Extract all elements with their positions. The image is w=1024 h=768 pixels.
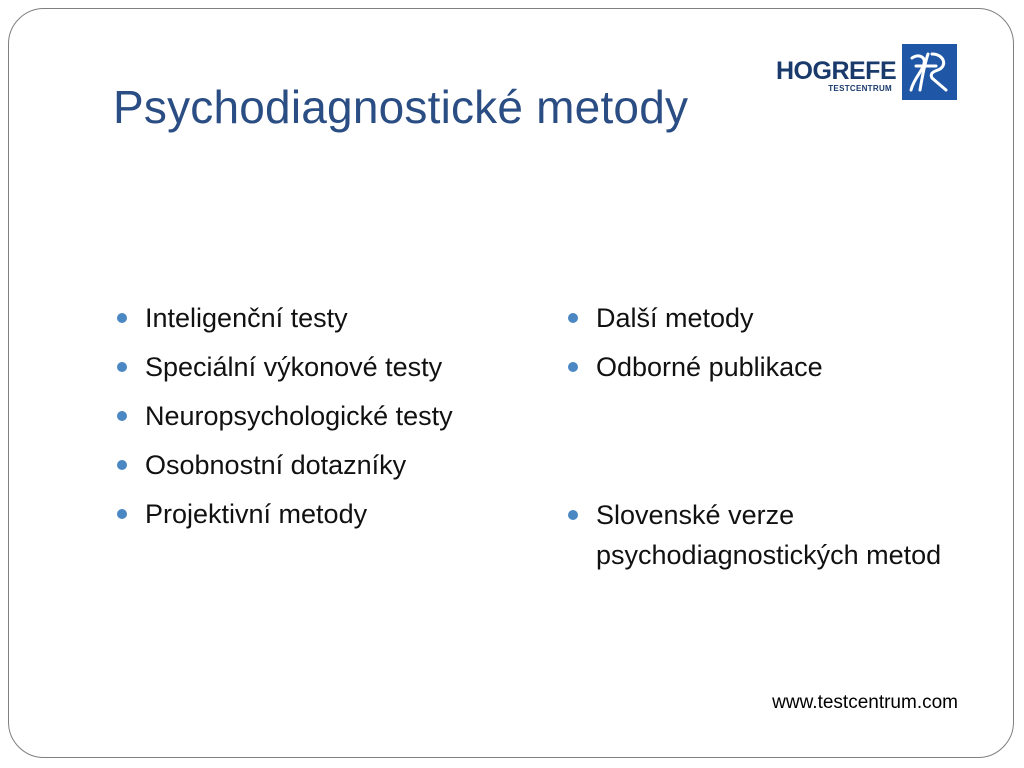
- bullet-icon: [117, 362, 127, 372]
- bullet-icon: [117, 411, 127, 421]
- right-bullet-list: [566, 298, 946, 387]
- bullet-icon: [117, 509, 127, 519]
- bullet-icon: [568, 510, 578, 520]
- bullet-icon: [568, 362, 578, 372]
- list-item-text: Speciální výkonové testy: [145, 352, 443, 382]
- right-bullet-list-bottom: [566, 495, 946, 575]
- logo-mark-icon: [902, 44, 957, 100]
- list-item: [115, 445, 535, 485]
- hogrefe-logo: [776, 44, 957, 100]
- list-item: [566, 298, 946, 338]
- list-item-text: Osobnostní dotazníky: [145, 450, 407, 480]
- list-item: [566, 495, 946, 575]
- slide-title: Psychodiagnostické metody: [113, 81, 689, 133]
- bullet-icon: [117, 313, 127, 323]
- list-item-text: Inteligenční testy: [145, 303, 348, 333]
- bullet-icon: [568, 313, 578, 323]
- bullet-icon: [117, 460, 127, 470]
- list-item: [115, 298, 535, 338]
- list-item: [115, 494, 535, 534]
- logo-name: HOGREFE: [776, 57, 897, 85]
- logo-subtitle: TESTCENTRUM: [828, 84, 892, 93]
- list-item-text: Projektivní metody: [145, 499, 368, 529]
- list-item-text: Neuropsychologické testy: [145, 401, 453, 431]
- list-item-text: Slovenské verze psychodiagnostických metod: [596, 500, 942, 570]
- list-item-text: Odborné publikace: [596, 352, 823, 382]
- list-item: [115, 396, 535, 436]
- list-item-text: Další metody: [596, 303, 754, 333]
- list-item: [115, 347, 535, 387]
- left-bullet-list: [115, 298, 535, 534]
- footer-url-link[interactable]: www.testcentrum.com: [772, 692, 958, 713]
- list-item: [566, 347, 946, 387]
